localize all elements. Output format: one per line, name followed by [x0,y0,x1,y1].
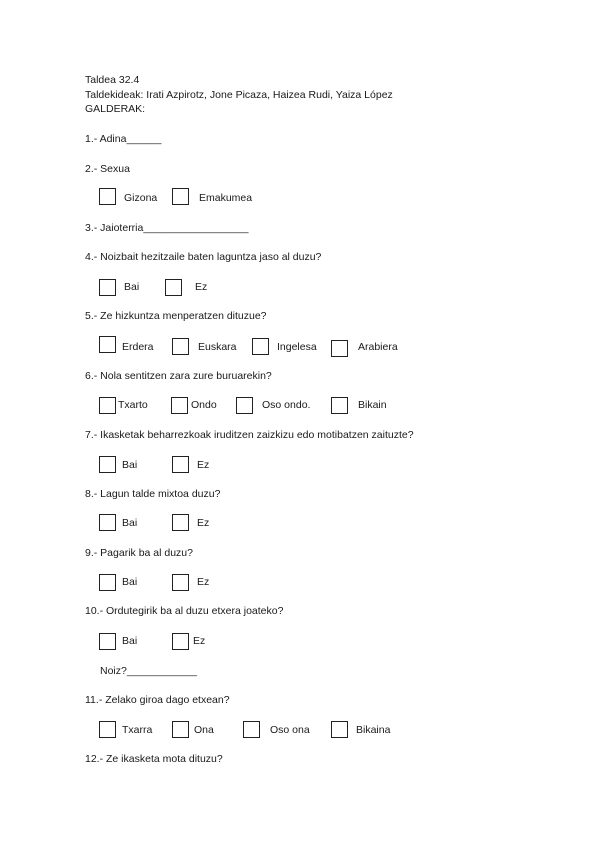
checkbox-ingelesa[interactable] [252,338,269,355]
option-label: Gizona [124,192,158,204]
question-1: 1.- Adina______ [85,133,162,145]
checkbox-ona[interactable] [172,721,189,738]
option-label: Emakumea [199,192,253,204]
question-12: 12.- Ze ikasketa mota dituzu? [85,753,223,765]
question-2: 2.- Sexua [85,163,130,175]
question-10: 10.- Ordutegirik ba al duzu etxera joateko? [85,605,284,617]
members-line: Taldekideak: Irati Azpirotz, Jone Picaza, Haizea Rudi, Yaiza López [85,89,393,101]
option-label: Txarra [122,724,153,736]
checkbox-bai[interactable] [99,574,116,591]
option-label: Bai [124,281,140,293]
questions-heading: GALDERAK: [85,103,146,115]
option-label: Ez [197,576,210,588]
question-6: 6.- Nola sentitzen zara zure buruarekin? [85,370,272,382]
option-label: Ingelesa [277,341,317,353]
option-label: Arabiera [358,341,398,353]
option-label: Bai [122,459,138,471]
option-label: Bai [122,576,138,588]
option-label: Euskara [198,341,237,353]
option-label: Oso ondo. [262,399,311,411]
option-label: Txarto [118,399,148,411]
checkbox-ondo[interactable] [171,397,188,414]
checkbox-oso-ona[interactable] [243,721,260,738]
checkbox-euskara[interactable] [172,338,189,355]
option-label: Ez [193,635,206,647]
noiz-field: Noiz?____________ [100,665,197,677]
checkbox-emakumea[interactable] [172,188,189,205]
question-7: 7.- Ikasketak beharrezkoak iruditzen zaizkizu edo motibatzen zaituzte? [85,429,414,441]
option-label: Bai [122,517,138,529]
option-label: Ondo [191,399,217,411]
checkbox-bai[interactable] [99,633,116,650]
checkbox-ez[interactable] [172,574,189,591]
checkbox-arabiera[interactable] [331,340,348,357]
checkbox-txarto[interactable] [99,397,116,414]
checkbox-bikaina[interactable] [331,721,348,738]
checkbox-bai[interactable] [99,514,116,531]
checkbox-bai[interactable] [99,456,116,473]
checkbox-bai[interactable] [99,279,116,296]
checkbox-erdera[interactable] [99,336,116,353]
group-label: Taldea 32.4 [85,74,140,86]
question-9: 9.- Pagarik ba al duzu? [85,547,193,559]
option-label: Ez [197,517,210,529]
question-5: 5.- Ze hizkuntza menperatzen dituzue? [85,310,267,322]
question-4: 4.- Noizbait hezitzaile baten laguntza jaso al duzu? [85,251,322,263]
question-8: 8.- Lagun talde mixtoa duzu? [85,488,221,500]
checkbox-txarra[interactable] [99,721,116,738]
option-label: Bai [122,635,138,647]
checkbox-gizona[interactable] [99,188,116,205]
checkbox-ez[interactable] [165,279,182,296]
checkbox-ez[interactable] [172,633,189,650]
question-3: 3.- Jaioterria__________________ [85,222,249,234]
option-label: Ez [195,281,208,293]
option-label: Bikain [358,399,387,411]
option-label: Ez [197,459,210,471]
option-label: Bikaina [356,724,391,736]
question-11: 11.- Zelako giroa dago etxean? [85,694,230,706]
option-label: Oso ona [270,724,310,736]
option-label: Erdera [122,341,154,353]
checkbox-ez[interactable] [172,514,189,531]
checkbox-ez[interactable] [172,456,189,473]
checkbox-oso-ondo[interactable] [236,397,253,414]
checkbox-bikain[interactable] [331,397,348,414]
option-label: Ona [194,724,214,736]
